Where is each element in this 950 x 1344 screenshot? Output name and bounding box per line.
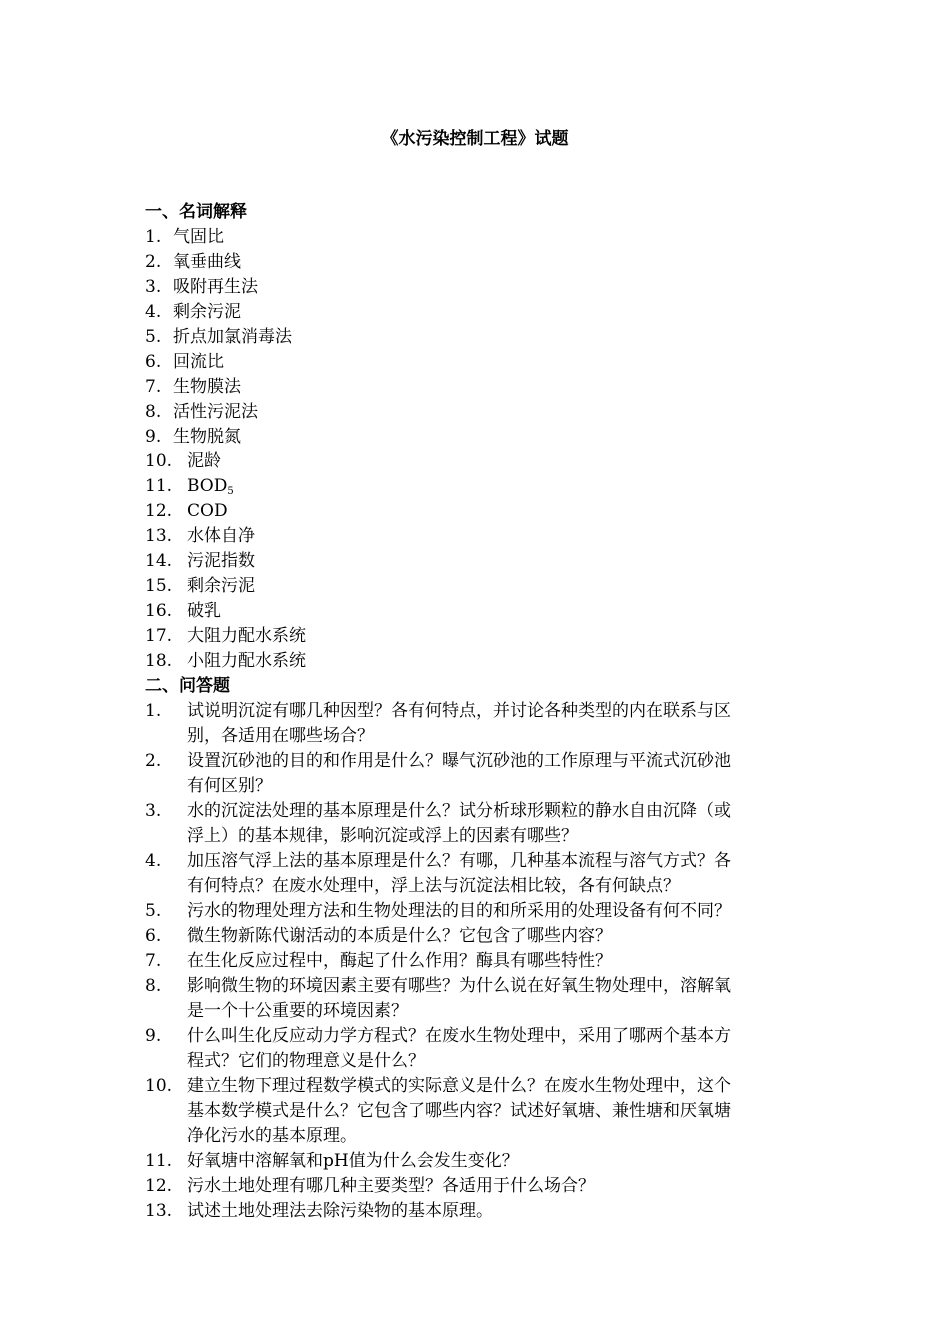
- question-number: 7.: [145, 950, 162, 971]
- question-line: 设置沉砂池的目的和作用是什么？曝气沉砂池的工作原理与平流式沉砂池: [187, 750, 731, 771]
- question-number: 10.: [145, 1075, 173, 1096]
- term-text: [187, 649, 306, 674]
- question-line: 在生化反应过程中，酶起了什么作用？酶具有哪些特性？: [187, 950, 612, 971]
- term-text: [173, 225, 224, 250]
- term-number: 17.: [145, 626, 173, 646]
- question-line: 是一个十公重要的环境因素？: [187, 1000, 408, 1021]
- term-number: 1.: [145, 227, 162, 247]
- term-text: [173, 375, 241, 400]
- question-number: 9.: [145, 1025, 162, 1046]
- question-line: 加压溶气浮上法的基本原理是什么？有哪，几种基本流程与溶气方式？各: [187, 850, 731, 871]
- question-line: 有何特点？在废水处理中，浮上法与沉淀法相比较，各有何缺点？: [187, 875, 680, 896]
- question-item: [145, 1174, 810, 1199]
- term-number: 7.: [145, 376, 162, 397]
- question-line: 好氧塘中溶解氧和pH值为什么会发生变化？: [187, 1150, 519, 1171]
- document-title: 《水污染控制工程》试题: [381, 129, 569, 149]
- term-text: [187, 499, 228, 524]
- question-text: [187, 1024, 810, 1074]
- question-number: 11.: [145, 1150, 173, 1171]
- term-item: [145, 400, 810, 425]
- term-label: 折点加氯消毒法: [173, 326, 292, 347]
- term-text: [187, 474, 234, 499]
- term-text: [187, 624, 306, 649]
- question-number: 4.: [145, 850, 162, 871]
- term-label: 剩余污泥: [173, 301, 241, 322]
- term-subscript: 5: [227, 486, 234, 498]
- term-label: COD: [187, 501, 228, 522]
- term-number: 3.: [145, 276, 162, 297]
- question-item: [145, 899, 810, 924]
- question-number: 6.: [145, 925, 162, 946]
- term-number: 8.: [145, 401, 162, 422]
- question-item: [145, 849, 810, 899]
- question-item: [145, 1199, 810, 1224]
- section-heading-questions: 二、问答题: [145, 675, 230, 696]
- question-line: 试述土地处理法去除污染物的基本原理。: [187, 1200, 493, 1221]
- term-number: 14.: [145, 551, 173, 572]
- term-item: [145, 549, 810, 574]
- term-item: [145, 375, 810, 400]
- question-number: 1.: [145, 700, 162, 721]
- question-text: [187, 1149, 810, 1174]
- term-item: [145, 225, 810, 250]
- term-label: 氧垂曲线: [173, 251, 241, 272]
- question-text: [187, 949, 810, 974]
- term-label: 生物脱氮: [173, 426, 241, 447]
- term-item: [145, 275, 810, 300]
- term-text: [187, 449, 221, 474]
- question-item: [145, 799, 810, 849]
- term-text: [173, 275, 258, 300]
- question-line: 程式？它们的物理意义是什么？: [187, 1050, 425, 1071]
- term-label: 小阻力配水系统: [187, 650, 306, 671]
- question-text: [187, 924, 810, 949]
- question-line: 污水的物理处理方法和生物处理法的目的和所采用的处理设备有何不同？: [187, 900, 731, 921]
- term-text: [187, 599, 221, 624]
- question-line: 水的沉淀法处理的基本原理是什么？试分析球形颗粒的静水自由沉降（或: [187, 800, 731, 821]
- question-number: 12.: [145, 1175, 173, 1196]
- question-line: 试说明沉淀有哪几种因型？各有何特点，并讨论各种类型的内在联系与区: [187, 700, 731, 721]
- term-text: [187, 574, 255, 599]
- question-text: [187, 749, 810, 799]
- term-item: [145, 624, 810, 649]
- term-text: [187, 524, 255, 549]
- question-text: [187, 1199, 810, 1224]
- term-number: 6.: [145, 351, 162, 372]
- term-item: [145, 649, 810, 674]
- question-line: 浮上）的基本规律，影响沉淀或浮上的因素有哪些？: [187, 825, 578, 846]
- question-line: 别，各适用在哪些场合？: [187, 725, 374, 746]
- term-text: [173, 300, 241, 325]
- question-text: [187, 899, 810, 924]
- term-item: [145, 524, 810, 549]
- term-label: 生物膜法: [173, 376, 241, 397]
- term-label: 泥龄: [187, 451, 221, 472]
- question-number: 8.: [145, 975, 162, 996]
- question-line: 影响微生物的环境因素主要有哪些？为什么说在好氧生物处理中，溶解氧: [187, 975, 731, 996]
- term-number: 9.: [145, 426, 162, 447]
- question-item: [145, 749, 810, 799]
- question-item: [145, 924, 810, 949]
- question-line: 建立生物下理过程数学模式的实际意义是什么？在废水生物处理中，这个: [187, 1075, 731, 1096]
- term-number: 4.: [145, 301, 162, 322]
- question-text: [187, 1074, 810, 1149]
- term-text: [173, 250, 241, 275]
- term-item: [145, 350, 810, 375]
- question-item: [145, 1074, 810, 1149]
- term-text: [173, 400, 258, 425]
- term-item: [145, 425, 810, 450]
- term-item: [145, 325, 810, 350]
- question-text: [187, 849, 810, 899]
- term-number: 2.: [145, 251, 162, 272]
- term-label: BOD: [187, 476, 228, 497]
- question-text: [187, 699, 810, 749]
- terms-list: [145, 225, 810, 674]
- term-number: 13.: [145, 526, 173, 547]
- term-label: 大阻力配水系统: [187, 626, 306, 646]
- question-line: 基本数学模式是什么？它包含了哪些内容？试述好氧塘、兼性塘和厌氧塘: [187, 1100, 731, 1121]
- question-number: 3.: [145, 800, 162, 821]
- question-number: 2.: [145, 750, 162, 771]
- term-number: 18.: [145, 650, 173, 671]
- question-text: [187, 799, 810, 849]
- document-content: [145, 200, 810, 1224]
- question-text: [187, 974, 810, 1024]
- term-number: 15.: [145, 576, 173, 597]
- term-item: [145, 499, 810, 524]
- term-text: [173, 425, 241, 450]
- question-line: 什么叫生化反应动力学方程式？在废水生物处理中，采用了哪两个基本方: [187, 1025, 731, 1046]
- term-label: 水体自净: [187, 526, 255, 547]
- term-text: [187, 549, 255, 574]
- term-label: 气固比: [173, 227, 224, 247]
- section-heading-terms: 一、名词解释: [145, 202, 247, 222]
- term-item: [145, 474, 810, 499]
- term-label: 污泥指数: [187, 551, 255, 572]
- question-item: [145, 1149, 810, 1174]
- term-item: [145, 449, 810, 474]
- term-label: 回流比: [173, 351, 224, 372]
- question-line: 净化污水的基本原理。: [187, 1125, 357, 1146]
- term-item: [145, 250, 810, 275]
- question-item: [145, 1024, 810, 1074]
- term-label: 吸附再生法: [173, 276, 258, 297]
- term-number: 11.: [145, 476, 173, 497]
- term-item: [145, 599, 810, 624]
- term-text: [173, 350, 224, 375]
- term-number: 10.: [145, 451, 173, 472]
- question-item: [145, 699, 810, 749]
- question-line: 微生物新陈代谢活动的本质是什么？它包含了哪些内容？: [187, 925, 612, 946]
- term-label: 剩余污泥: [187, 576, 255, 597]
- question-line: 有何区别？: [187, 775, 272, 796]
- question-number: 13.: [145, 1200, 173, 1221]
- question-text: [187, 1174, 810, 1199]
- term-number: 16.: [145, 601, 173, 622]
- question-item: [145, 949, 810, 974]
- question-line: 污水土地处理有哪几种主要类型？各适用于什么场合？: [187, 1175, 595, 1196]
- question-number: 5.: [145, 900, 162, 921]
- question-item: [145, 974, 810, 1024]
- questions-list: [145, 699, 810, 1224]
- term-label: 破乳: [187, 601, 221, 622]
- term-label: 活性污泥法: [173, 401, 258, 422]
- term-number: 12.: [145, 501, 173, 522]
- term-item: [145, 300, 810, 325]
- term-number: 5.: [145, 326, 162, 347]
- term-text: [173, 325, 292, 350]
- term-item: [145, 574, 810, 599]
